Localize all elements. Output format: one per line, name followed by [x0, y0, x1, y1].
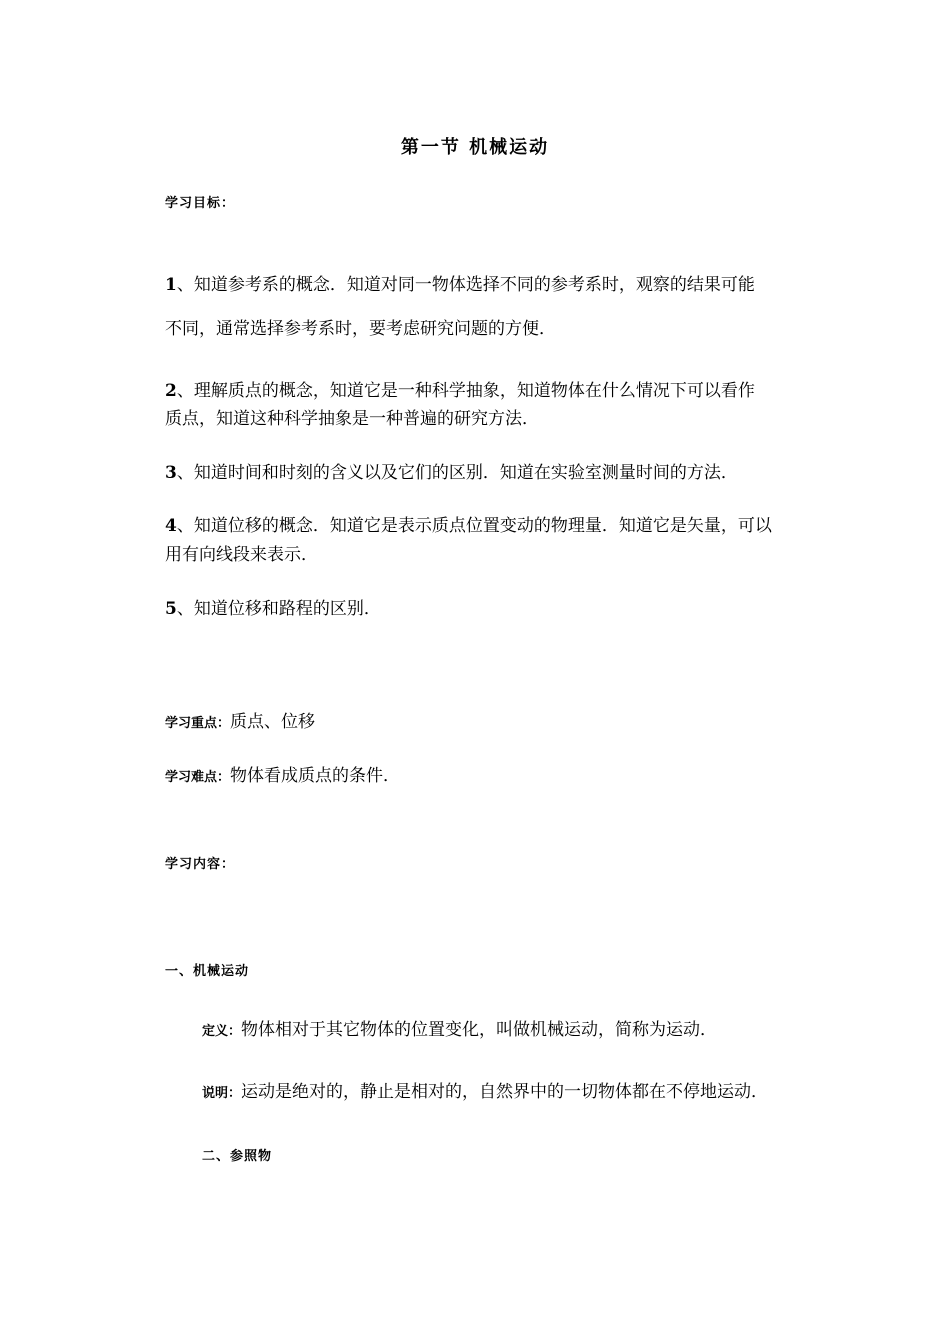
key-point-line — [165, 711, 315, 735]
objective-5-number: 5 — [165, 599, 177, 619]
objective-5-text: 、知道位移和路程的区别． — [176, 599, 381, 619]
difficult-point-text: 物体看成质点的条件． — [230, 766, 401, 786]
objective-3-line-1 — [165, 462, 738, 484]
section-2-heading: 二、参照物 — [202, 1149, 273, 1164]
section-1-heading: 一、机械运动 — [165, 964, 250, 979]
objective-4-line-1 — [165, 515, 772, 537]
objective-3-text: 、知道时间和时刻的含义以及它们的区别．知道在实验室测量时间的方法． — [176, 463, 738, 483]
definition-label: 定义： — [202, 1024, 242, 1039]
objectives-label: 学习目标： — [165, 196, 236, 211]
objective-1-number: 1 — [165, 275, 177, 295]
objective-1-text: 、知道参考系的概念．知道对同一物体选择不同的参考系时，观察的结果可能 — [176, 275, 755, 295]
page-title: 第一节 机械运动 — [400, 137, 550, 158]
difficult-point-label: 学习难点： — [165, 770, 231, 785]
objective-2-line-1 — [165, 380, 755, 402]
objective-4-number: 4 — [165, 516, 177, 536]
note-label: 说明： — [202, 1086, 242, 1101]
definition-line — [202, 1019, 717, 1043]
objective-4-text: 、知道位移的概念．知道它是表示质点位置变动的物理量．知道它是矢量，可以 — [176, 516, 772, 536]
objective-1-line-1 — [165, 274, 755, 296]
objective-3-number: 3 — [165, 463, 177, 483]
objective-5-line-1 — [165, 598, 381, 620]
objective-1-line-2: 不同，通常选择参考系时，要考虑研究问题的方便． — [165, 319, 556, 339]
key-point-label: 学习重点： — [165, 716, 231, 731]
objective-2-line-2: 质点，知道这种科学抽象是一种普遍的研究方法． — [165, 409, 539, 429]
definition-text: 物体相对于其它物体的位置变化，叫做机械运动，简称为运动． — [241, 1020, 718, 1040]
note-line — [202, 1081, 768, 1105]
key-point-text: 质点、位移 — [230, 712, 316, 732]
objective-4-line-2: 用有向线段来表示． — [165, 545, 318, 565]
content-label: 学习内容： — [165, 857, 236, 872]
objective-2-text: 、理解质点的概念，知道它是一种科学抽象，知道物体在什么情况下可以看作 — [176, 381, 755, 401]
difficult-point-line — [165, 765, 400, 789]
objective-2-number: 2 — [165, 381, 177, 401]
note-text: 运动是绝对的，静止是相对的，自然界中的一切物体都在不停地运动． — [241, 1082, 769, 1102]
